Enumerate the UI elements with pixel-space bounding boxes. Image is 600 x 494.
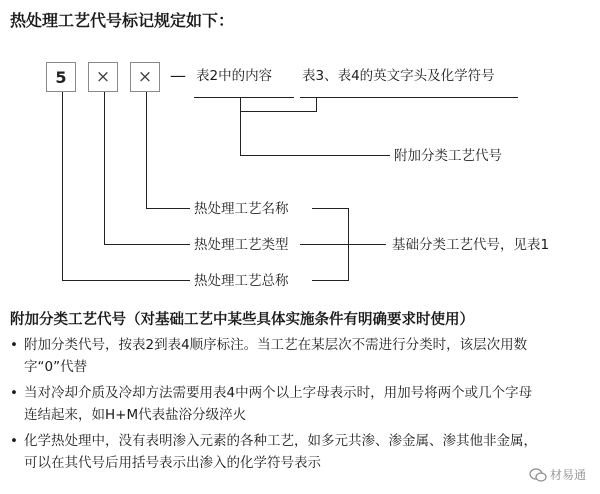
connector-box1-down xyxy=(62,92,63,280)
list-item xyxy=(8,430,598,474)
connector-box2-down xyxy=(104,92,105,244)
wechat-icon xyxy=(529,468,547,482)
connector-name xyxy=(146,208,190,209)
label-process-total: 热处理工艺总称 xyxy=(194,273,289,289)
list-item-line: 可以在其代号后用括号表示出渗入的化学符号表示 xyxy=(24,455,321,471)
bracket-bottom-arm xyxy=(312,280,348,281)
connector-basic xyxy=(300,244,386,245)
list-item-line: 连结起来，如H+M代表盐浴分级淬火 xyxy=(24,407,247,423)
list-item-line: 化学热处理中，没有表明渗入元素的各种工艺，如多元共渗、渗金属、渗其他非金属， xyxy=(24,433,537,449)
label-basic-code: 基础分类工艺代号，见表1 xyxy=(392,237,550,253)
bullet-marker: • xyxy=(10,385,18,401)
label-process-type: 热处理工艺类型 xyxy=(194,237,289,253)
code-box-1: 5 xyxy=(46,62,76,92)
watermark-text: 材易通 xyxy=(549,468,586,482)
list-item-line: 附加分类代号，按表2到表4顺序标注。当工艺在某层次不需进行分类时，该层次用数 xyxy=(24,337,528,353)
bullet-marker: • xyxy=(10,433,18,449)
label-table34-content: 表3、表4的英文字头及化学符号 xyxy=(302,68,495,84)
code-box-3: × xyxy=(130,62,160,92)
section-heading: 附加分类工艺代号（对基础工艺中某些具体实施条件有明确要求时使用） xyxy=(10,312,474,328)
code-box-2: × xyxy=(88,62,118,92)
bracket-top-arm xyxy=(312,208,348,209)
label-process-name: 热处理工艺名称 xyxy=(194,201,289,217)
underline-table2 xyxy=(194,97,294,98)
list-item xyxy=(8,334,598,378)
bullet-list xyxy=(8,334,598,478)
page-title: 热处理工艺代号标记规定如下： xyxy=(10,11,235,30)
underline-table34 xyxy=(300,97,518,98)
label-additional-code: 附加分类工艺代号 xyxy=(394,148,502,164)
connector-box3-down xyxy=(146,92,147,208)
list-item-line: 字“0”代替 xyxy=(24,359,88,375)
list-item-line: 当对冷却介质及冷却方法需要用表4中两个以上字母表示时，用加号将两个或几个字母 xyxy=(24,385,533,401)
connector-total xyxy=(62,280,190,281)
connector-table2-down xyxy=(240,97,241,155)
list-item xyxy=(8,382,598,426)
watermark xyxy=(529,466,586,483)
label-table2-content: 表2中的内容 xyxy=(196,68,273,84)
bullet-marker: • xyxy=(10,337,18,353)
dash-separator: — xyxy=(170,66,186,85)
connector-join xyxy=(240,111,317,112)
connector-table34-down xyxy=(316,97,317,111)
connector-additional xyxy=(240,155,390,156)
connector-type xyxy=(104,244,190,245)
